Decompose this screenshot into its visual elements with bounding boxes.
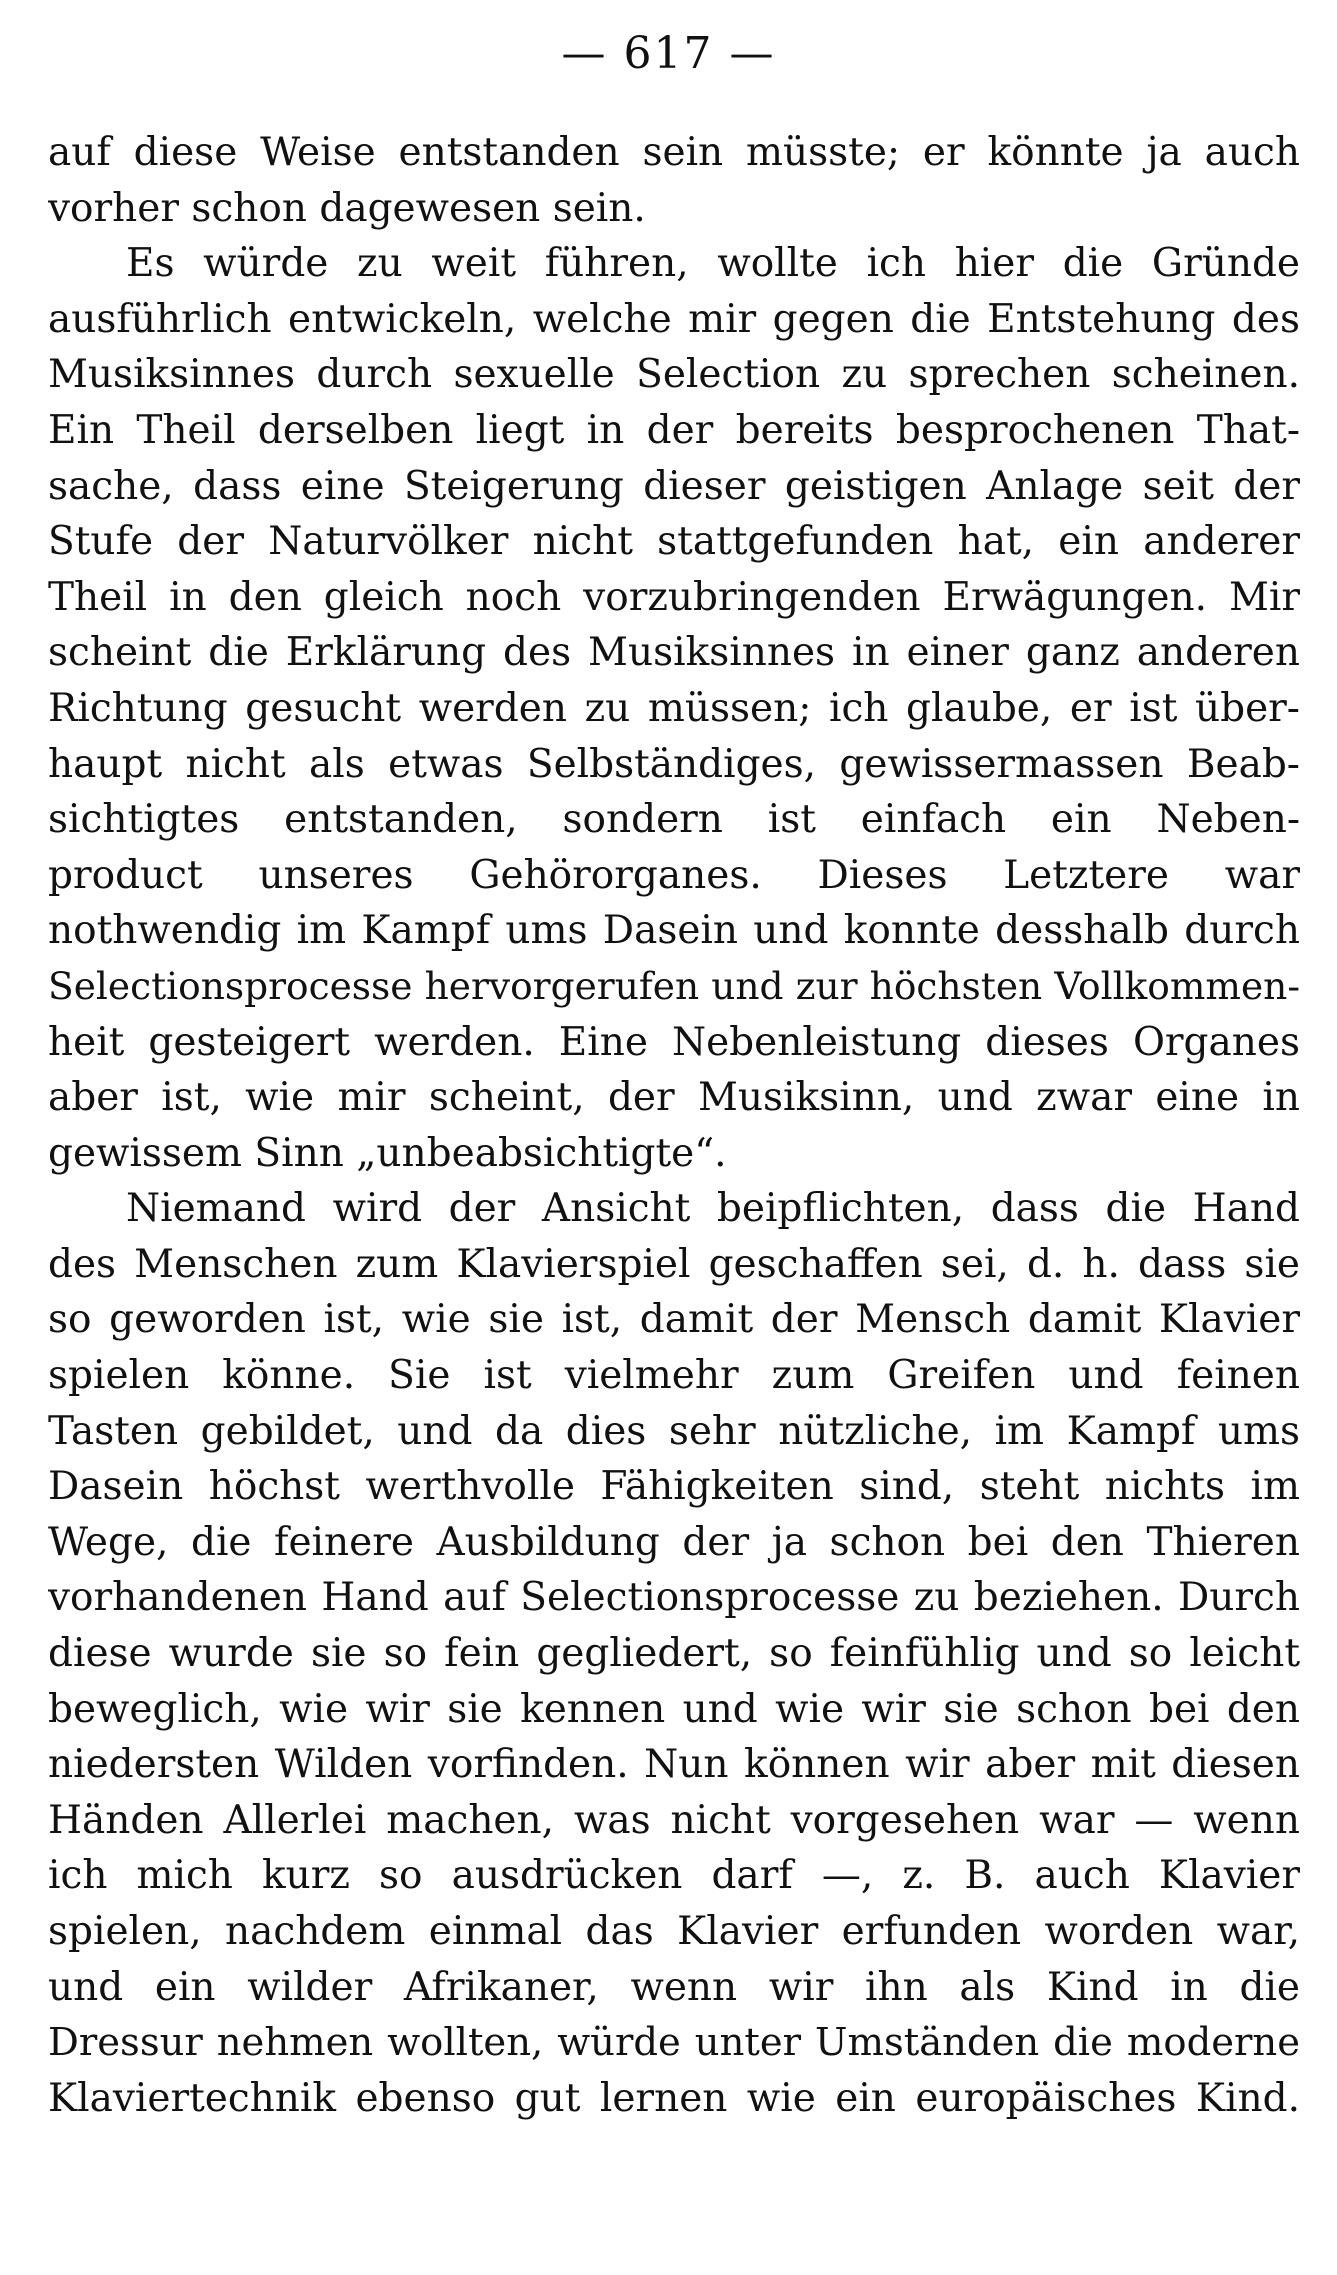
text-line: Stufe der Naturvölker nicht stattgefunden hat, ein anderer (48, 519, 1300, 565)
text-line: gewissem Sinn „unbeabsichtigte“. (48, 1130, 727, 1176)
text-line: Händen Allerlei machen, was nicht vorgesehen war — wenn (48, 1797, 1300, 1843)
text-line: product unseres Gehörorganes. Dieses Letztere war (48, 852, 1300, 898)
text-line: auf diese Weise entstanden sein müsste; er könnte ja auch (48, 130, 1300, 175)
text-line: vorhandenen Hand auf Selectionsprocesse zu beziehen. Durch (48, 1575, 1300, 1621)
text-line: Es würde zu weit führen, wollte ich hier die Gründe (126, 241, 1300, 287)
text-line: ausführlich entwickeln, welche mir gegen die Entstehung des (48, 296, 1300, 342)
text-line: nothwendig im Kampf ums Dasein und konnte desshalb durch (48, 908, 1300, 954)
text-line: Dressur nehmen wollten, würde unter Umständen die moderne (48, 2020, 1300, 2066)
body-text (48, 125, 1300, 2126)
text-line: sache, dass eine Steigerung dieser geistigen Anlage seit der (48, 463, 1300, 509)
text-line: Niemand wird der Ansicht beipflichten, dass die Hand (126, 1186, 1300, 1232)
text-line: diese wurde sie so fein gegliedert, so feinfühlig und so leicht (48, 1631, 1300, 1677)
text-line: sichtigtes entstanden, sondern ist einfach ein Neben- (48, 797, 1300, 843)
text-line: Wege, die feinere Ausbildung der ja schon bei den Thieren (48, 1519, 1300, 1565)
text-line: haupt nicht als etwas Selbständiges, gewissermassen Beab- (48, 741, 1300, 787)
text-line: vorher schon dagewesen sein. (48, 185, 646, 231)
text-line: niedersten Wilden vorfinden. Nun können wir aber mit diesen (48, 1742, 1300, 1788)
text-line: so geworden ist, wie sie ist, damit der Mensch damit Klavier (48, 1297, 1300, 1343)
text-line: Musiksinnes durch sexuelle Selection zu sprechen scheinen. (48, 352, 1300, 398)
text-line: und ein wilder Afrikaner, wenn wir ihn als Kind in die (48, 1964, 1300, 2010)
text-line: Selectionsprocesse hervorgerufen und zur höchsten Vollkommen- (48, 963, 1300, 1008)
text-line: Richtung gesucht werden zu müssen; ich glaube, er ist über- (48, 685, 1300, 731)
text-line: heit gesteigert werden. Eine Nebenleistung dieses Organes (48, 1019, 1300, 1065)
text-line: Dasein höchst werthvolle Fähigkeiten sind, steht nichts im (48, 1464, 1300, 1510)
text-line: des Menschen zum Klavierspiel geschaffen sei, d. h. dass sie (48, 1241, 1300, 1287)
text-line: Klaviertechnik ebenso gut lernen wie ein europäisches Kind. (48, 2075, 1300, 2121)
page-number: — 617 — (561, 28, 776, 79)
text-line: spielen könne. Sie ist vielmehr zum Greifen und feinen (48, 1353, 1300, 1399)
text-line: ich mich kurz so ausdrücken darf —, z. B. auch Klavier (48, 1853, 1300, 1899)
text-line: spielen, nachdem einmal das Klavier erfunden worden war, (48, 1909, 1300, 1954)
text-line: Tasten gebildet, und da dies sehr nützliche, im Kampf ums (48, 1408, 1300, 1454)
text-line: beweglich, wie wir sie kennen und wie wir sie schon bei den (48, 1686, 1300, 1732)
text-line: scheint die Erklärung des Musiksinnes in einer ganz anderen (48, 630, 1300, 676)
text-line: Theil in den gleich noch vorzubringenden Erwägungen. Mir (48, 574, 1300, 620)
text-line: Ein Theil derselben liegt in der bereits besprochenen That- (48, 407, 1300, 453)
text-line: aber ist, wie mir scheint, der Musiksinn, und zwar eine in (48, 1075, 1300, 1121)
